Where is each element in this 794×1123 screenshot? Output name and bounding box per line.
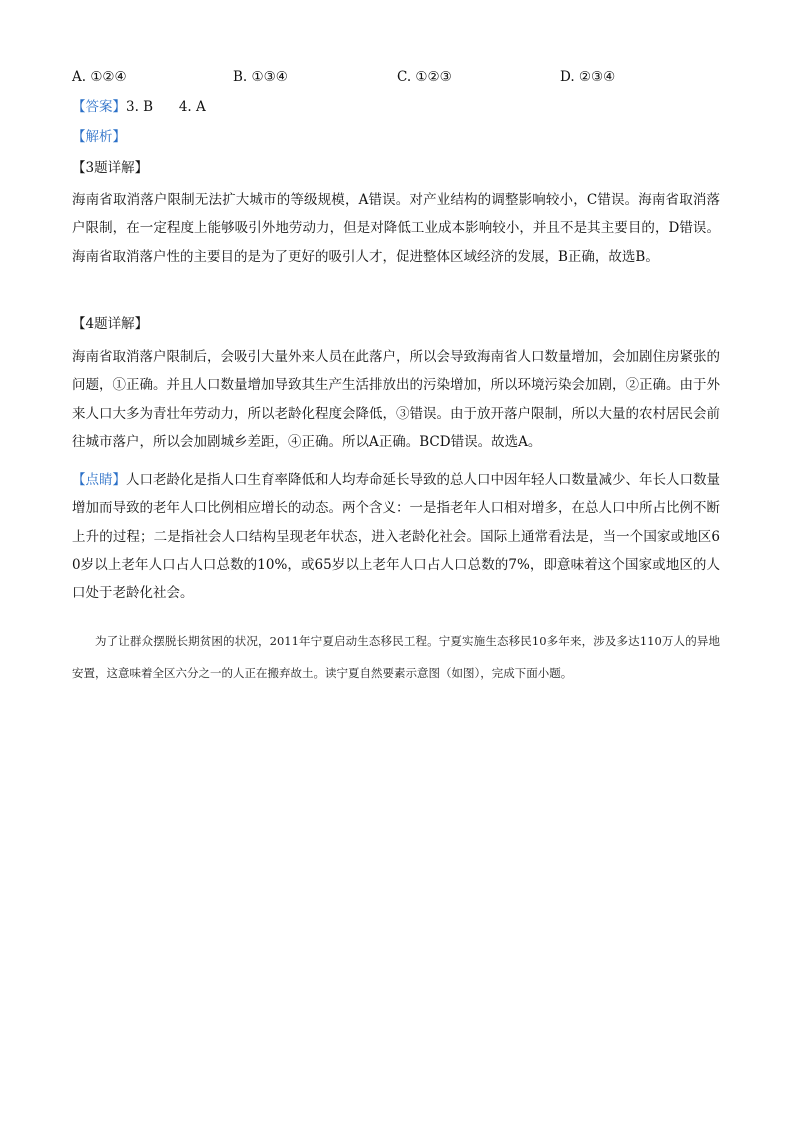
answer-value: 3. B 4. A <box>126 99 206 115</box>
q4-heading: 【4题详解】 <box>72 316 149 332</box>
option-b: B. ①③④ <box>233 69 288 85</box>
q3-explanation: 海南省取消落户限制无法扩大城市的等级规模，A错误。对产业结构的调整影响较小，C错误。海南省取消落户限制，在一定程度上能够吸引外地劳动力，但是对降低工业成本影响较小，并且不是其主要目的，D错误。海南省取消落户性的主要目的是为了更好的吸引人才，促进整体区域经济的发展，B正确，故选B。 <box>72 192 720 265</box>
answer-label: 【答案】 <box>72 99 126 115</box>
option-d: D. ②③④ <box>560 69 616 85</box>
option-c: C. ①②③ <box>397 69 452 85</box>
option-a: A. ①②④ <box>72 69 127 85</box>
key-point-label: 【点睛】 <box>72 472 126 488</box>
analysis-label: 【解析】 <box>72 129 126 145</box>
answer-options-row <box>72 66 732 88</box>
q4-explanation: 海南省取消落户限制后，会吸引大量外来人员在此落户，所以会导致海南省人口数量增加，会加剧住房紧张的问题，①正确。并且人口数量增加导致其生产生活排放出的污染增加，所以环境污染会加剧，②正确。由于外来人口大多为青壮年劳动力，所以老龄化程度会降低，③错误。由于放开落户限制，所以大量的农村居民会前往城市落户，所以会加剧城乡差距，④正确。所以A正确。BCD错误。故选A。 <box>72 349 720 450</box>
next-question-stem: 为了让群众摆脱长期贫困的状况，2011年宁夏启动生态移民工程。宁夏实施生态移民10多年来，涉及多达110万人的异地安置，这意味着全区六分之一的人正在搬弃故土。读宁夏自然要素示意图（如图），完成下面小题。 <box>72 634 720 680</box>
q3-heading: 【3题详解】 <box>72 160 149 176</box>
answer-line <box>72 96 206 118</box>
key-point-block <box>72 466 720 607</box>
key-point-text: 人口老龄化是指人口生育率降低和人均寿命延长导致的总人口中因年轻人口数量减少、年长人口数量增加而导致的老年人口比例相应增长的动态。两个含义：一是指老年人口相对增多，在总人口中所占比例不断上升的过程；二是指社会人口结构呈现老年状态，进入老龄化社会。国际上通常看法是，当一个国家或地区60岁以上老年人口占人口总数的10%，或65岁以上老年人口占人口总数的7%，即意味着这个国家或地区的人口处于老龄化社会。 <box>72 472 720 602</box>
